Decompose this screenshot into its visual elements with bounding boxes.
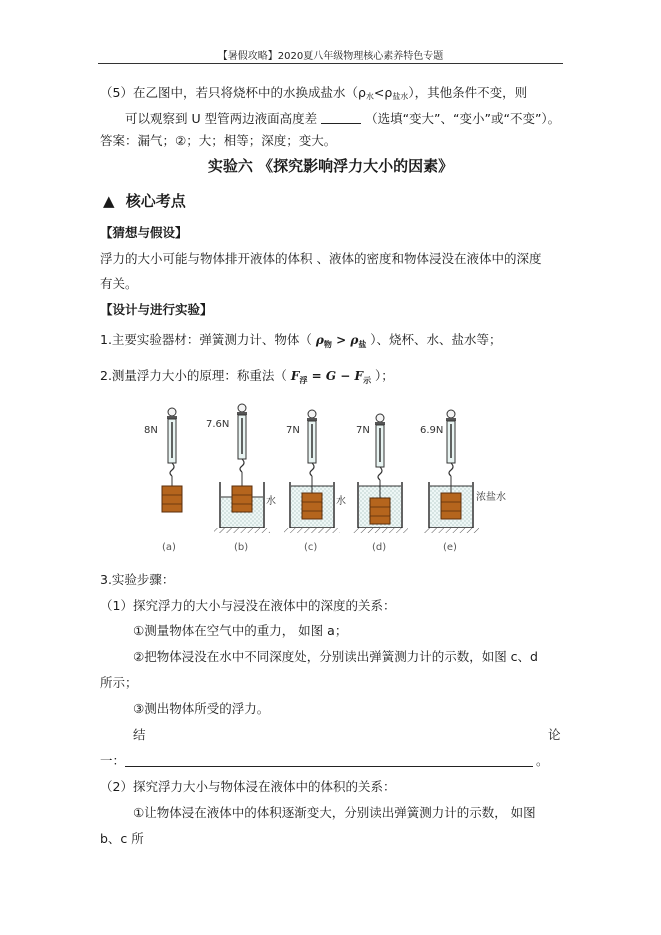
hook-icon: [449, 463, 453, 476]
liquid-label-e: 浓盐水: [476, 492, 506, 503]
q5-line1-end: ），其他条件不变，则: [408, 85, 528, 100]
brown-block: [441, 493, 461, 519]
conclusion-blank[interactable]: [125, 766, 533, 767]
core-heading: [103, 190, 186, 211]
hook-icon: [240, 459, 244, 472]
step1-item1: ①测量物体在空气中的重力， 如图 a；: [133, 623, 348, 638]
brown-block: [302, 493, 322, 519]
caption-b: (b): [234, 542, 249, 553]
buoyancy-subscript: 浮: [299, 375, 308, 385]
q5-line2: [125, 110, 560, 128]
guess-line2: 有关。: [100, 276, 138, 291]
caption-a: (a): [162, 542, 176, 553]
rho-symbol-2: ρ: [350, 333, 359, 347]
density-formula: [316, 333, 366, 347]
header-divider: [98, 63, 563, 64]
section-title: 实验六 《探究影响浮力大小的因素》: [207, 157, 454, 175]
hook-icon: [378, 467, 382, 480]
hook-icon: [310, 463, 314, 476]
brown-block: [232, 486, 252, 512]
step1-title: （1）探究浮力的大小与浸没在液体中的深度的关系：: [100, 598, 396, 613]
reading-subscript: 示: [363, 375, 372, 385]
step2-item1-line2: b、c 所: [100, 831, 144, 846]
setup-a: [144, 408, 182, 553]
setup-d: [352, 414, 408, 553]
guess-heading: 【猜想与假设】: [100, 225, 188, 240]
step1-item2-line2: 所示；: [100, 675, 138, 690]
spring-scale-ring-icon: [168, 408, 176, 416]
q5-answer: 答案：漏气；②；大；相等；深度；变大。: [100, 133, 337, 148]
rho-object-subscript: 物: [323, 339, 332, 349]
reading-c: 7N: [286, 425, 300, 436]
q5-line1-start: （5）在乙图中，若只将烧杯中的水换成盐水（ρ: [100, 85, 366, 100]
conclusion-end: 。: [536, 753, 549, 768]
rho-salt-subscript: 盐: [358, 339, 367, 349]
liquid-label-b: 水: [266, 496, 276, 507]
design-item2: [100, 367, 394, 389]
buoyancy-formula: [291, 369, 371, 383]
experiment-figure: [140, 400, 520, 560]
caption-e: (e): [443, 542, 457, 553]
step1-item2-line1: ②把物体浸没在水中不同深度处，分别读出弹簧测力计的示数，如图 c、d: [133, 649, 538, 664]
guess-line1: 浮力的大小可能与物体排开液体的体积 、液体的密度和物体浸没在液体中的深度: [100, 251, 542, 266]
reading-e: 6.9N: [420, 425, 444, 436]
table-surface: [423, 528, 479, 533]
less-than-rho: <ρ: [373, 85, 393, 100]
setup-e: [420, 410, 506, 553]
hook-icon: [170, 463, 174, 476]
equals-g-minus: = G −: [307, 369, 355, 383]
rho-symbol: ρ: [315, 333, 324, 347]
spring-scale-ring-icon: [376, 414, 384, 422]
conclusion-word-1: 结: [133, 727, 146, 742]
spring-scale-ring-icon: [238, 404, 246, 412]
reading-a: 8N: [144, 425, 158, 436]
design-heading: 【设计与进行实验】: [100, 302, 213, 317]
q5-line2-start: 可以观察到 U 型管两边液面高度差: [125, 111, 318, 126]
spring-scale-ring-icon: [308, 410, 316, 418]
greater-than: >: [331, 333, 351, 347]
force-symbol-2: F: [354, 369, 364, 383]
caption-d: (d): [372, 542, 387, 553]
design-item2-end: ）；: [375, 368, 394, 383]
brown-block: [370, 498, 390, 524]
force-symbol: F: [290, 369, 300, 383]
table-surface: [214, 528, 270, 533]
liquid-label-c: 水: [336, 496, 346, 507]
design-item1: [100, 331, 502, 353]
design-item1-end: ）、烧杯、水、盐水等；: [370, 332, 502, 347]
fill-in-blank[interactable]: [321, 112, 361, 124]
step1-item3: ③测出物体所受的浮力。: [133, 701, 270, 716]
q5-line1: [100, 84, 527, 106]
design-item1-start: 1.主要实验器材：弹簧测力计、物体（: [100, 332, 312, 347]
core-label: 核心考点: [125, 192, 186, 210]
page-header: 【暑假攻略】2020夏八年级物理核心素养特色专题: [217, 51, 444, 62]
step2-title: （2）探究浮力大小与物体浸在液体中的体积的关系：: [100, 779, 396, 794]
setup-c: [284, 410, 346, 553]
caption-c: (c): [304, 542, 318, 553]
brown-block: [162, 486, 182, 512]
reading-b: 7.6N: [206, 419, 230, 430]
steps-heading: 3.实验步骤：: [100, 572, 175, 587]
reading-d: 7N: [356, 425, 370, 436]
table-surface: [284, 528, 340, 533]
step2-item1-line1: ①让物体浸在液体中的体积逐渐变大，分别读出弹簧测力计的示数， 如图: [133, 805, 536, 820]
rho-salt-subscript: 盐水: [392, 92, 409, 101]
triangle-icon: ▲: [103, 192, 115, 210]
conclusion-label: 一：: [100, 753, 126, 768]
q5-line2-end: （选填“变大”、“变小”或“不变”）。: [365, 111, 561, 126]
table-surface: [352, 528, 408, 533]
spring-scale-ring-icon: [447, 410, 455, 418]
conclusion-word-2: 论: [548, 727, 561, 742]
design-item2-start: 2.测量浮力大小的原理：称重法（: [100, 368, 287, 383]
rho-water-subscript: 水: [365, 92, 374, 101]
setup-b: [206, 404, 276, 553]
